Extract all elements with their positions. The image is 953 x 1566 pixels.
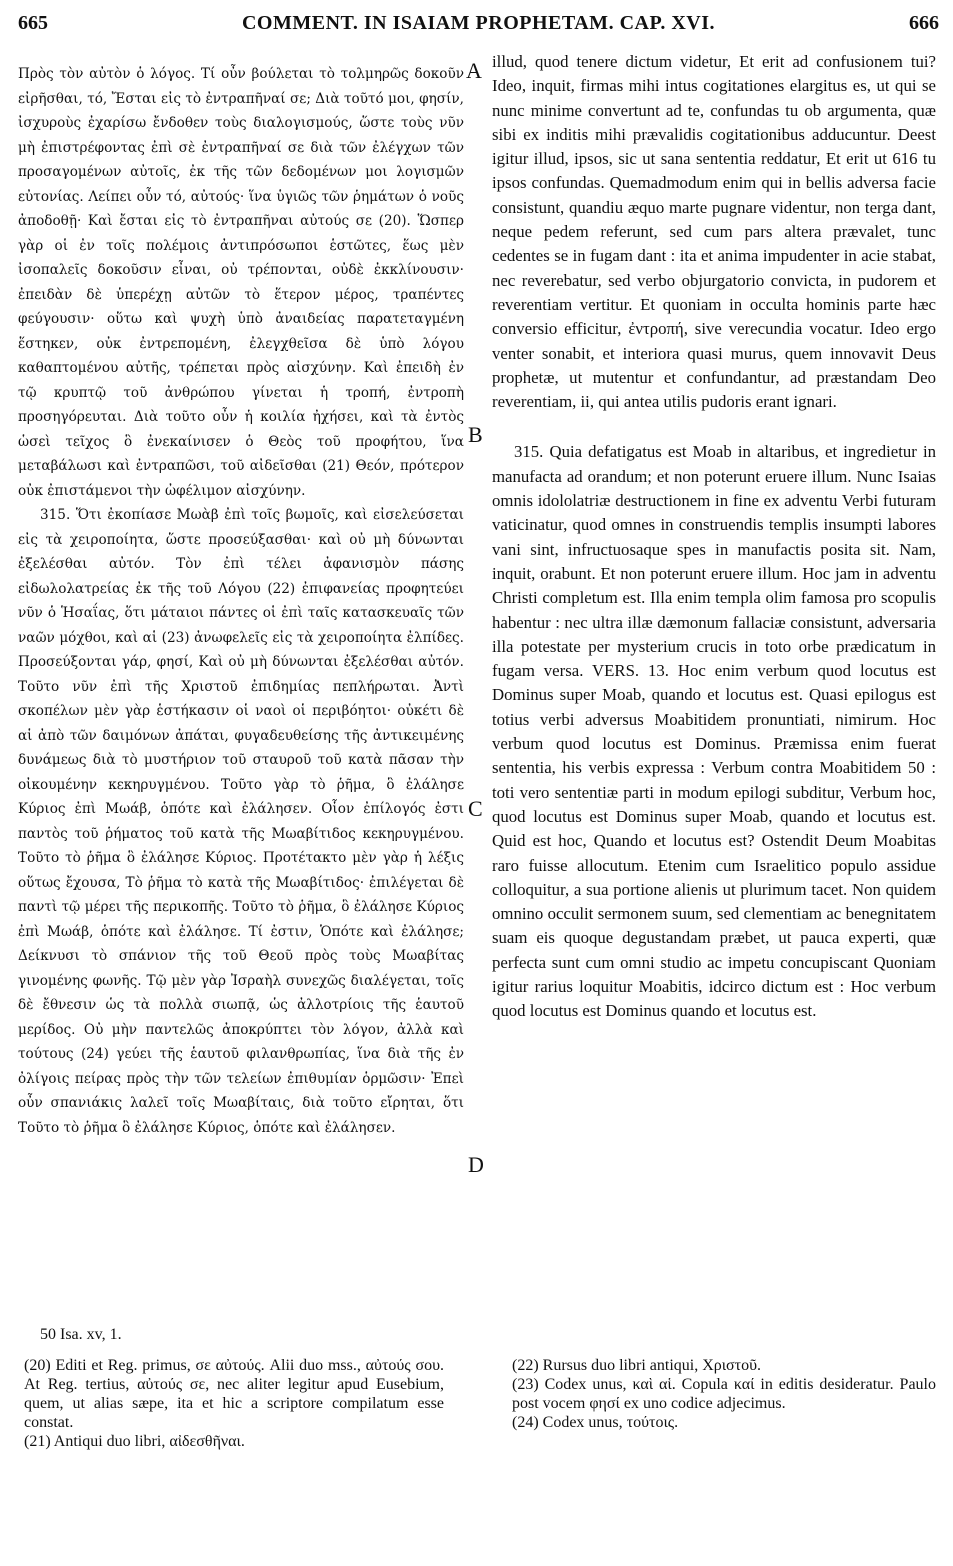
greek-paragraph-1: Πρὸς τὸν αὐτὸν ὁ λόγος. Τί οὖν βούλεται τὸ τολμηρῶς δοκοῦν εἰρῆσθαι, τό, Ἔσται εἰς τὸ ἐντραπῆναί σε; Διὰ τοῦτό μοι, φησίν, ἰσχυροὺς ἐχαρίσω ἔνδοθεν τοὺς διαλογισμούς, ὥστε τοὺς νῦν μὴ ἐπιστρέφοντας ἐπὶ σὲ ἐντραπῆναί σε διὰ τῶν ἐλέγχων τῶν προσαγομένων αὐτοῖς, ἐκ τῆς τῶν δεδομένων μοι λογισμῶν εὐτονίας. Λείπει οὖν τό, αὐτούς· ἵνα ὑγιῶς τῶν ῥημάτων ὁ νοῦς ἀποδοθῇ· Καὶ ἔσται εἰς τὸ ἐντραπῆναι αὐτούς σε (20). Ὥσπερ γὰρ οἱ ἐν τοῖς πολέμοις ἀντιπρόσωποι ἑστῶτες, ἕως μὲν ἰσοπαλεῖς δοκοῦσιν εἶναι, οὐ τρέπονται, οὐδὲ ἐκκλίνουσιν· ἐπειδὰν δὲ ὑπερέχῃ αὐτῶν τὸ ἕτερον μέρος, τραπέντες φεύγουσιν· οὕτω καὶ ψυχὴ ὑπὸ ἀναιδείας παρατεταγμένη ἕστηκεν, οὐκ ἐντρεπομένη, ἐλεγχθεῖσα δὲ ὑπὸ λόγου καθαπτομένου αὐτῆς, τρέπεται πρὸς αἰσχύνην. Καὶ ἐπειδὴ ἐν τῷ κρυπτῷ τοῦ ἀνθρώπου γίνεται ἡ τροπή, ἐντροπὴ προσηγόρευται. Διὰ τοῦτο οὖν ἡ κοιλία ἠχήσει, καὶ τὰ ἐντὸς ὡσεὶ τεῖχος ὃ ἐνεκαίνισεν ὁ Θεὸς τοῦ προφήτου, ἵνα μεταβάλωσι καὶ ἐντραπῶσι, τοῦ αἰδεῖσθαι (21) Θεόν, πρότερον οὐκ ἐπιστάμενοι τὴν ὠφέλιμον αἰσχύνην.	[18, 66, 464, 499]
greek-column	[18, 62, 464, 1140]
margin-letter-a: A	[466, 58, 482, 83]
note-23: (23) Codex unus, καὶ αἱ. Copula καί in editis desideratur. Paulo post vocem φησί ex uno codice adjecimus.	[512, 1376, 936, 1412]
page-number-left: 665	[18, 12, 48, 34]
scripture-footnote: 50 Isa. xv, 1.	[40, 1326, 122, 1343]
note-22: (22) Rursus duo libri antiqui, Χριστοῦ.	[512, 1357, 762, 1374]
running-title: COMMENT. IN ISAIAM PROPHETAM. CAP. XVI.	[241, 12, 715, 34]
note-21: (21) Antiqui duo libri, αἰδεσθῆναι.	[24, 1433, 245, 1450]
page-number-right: 666	[909, 12, 939, 34]
latin-paragraph-1: illud, quod tenere dictum videtur, Et erit ad confusionem tui? Ideo, inquit, firmas mihi intus cogitationes elargitus es, ut qui se nunc minime convertunt ad te, confundas tu ob argumenta, quæ sibi ex inditis mihi prævalidis cogitationibus adducuntur. Deest igitur illud, ipsos, sic ut sana sententia reddatur, Et erit ut 616 tu ipsos confundas. Quemadmodum enim qui in bellis adversa facie consistunt, quandiu æquo marte pugnare videntur, non terga dant, neque pedem referunt, sed cum pars altera prævalet, tunc cedentes se in fugam dant : ita et anima impudenter in acie stabat, nec reverebatur, sed verbo objurgatorio convicta, in pudorem et reverentiam vertitur. Et quoniam in occulta hominis parte hæc conversio efficitur, ἐντροπή, sive verecundia vocatur. Ideo ergo venter sonabit, et interiora quasi murus, quem innovavit Deus prophetæ, ut mutentur et confundantur, ad præstandam Deo reverentiam, ii, qui antea utilis pudoris erant ignari.	[492, 52, 936, 412]
margin-letter-c: C	[468, 796, 483, 821]
latin-column	[492, 50, 936, 1024]
note-24: (24) Codex unus, τούτοις.	[512, 1414, 679, 1431]
greek-paragraph-2: 315. Ὅτι ἐκοπίασε Μωὰβ ἐπὶ τοῖς βωμοῖς, καὶ εἰσελεύσεται εἰς τὰ χειροποίητα, ὥστε προσεύξασθαι· καὶ οὐ μὴ δύνωνται ἐξελέσθαι αὐτόν. Τὸν ἐπὶ τέλει ἀφανισμὸν πάσης εἰδωλολατρείας ἐκ τῆς τοῦ Λόγου (22) ἐπιφανείας προφητεύει νῦν ὁ Ἡσαΐας, ὅτι μάταιοι πάντες οἱ ἐπὶ ταῖς κατασκευαῖς τῶν ναῶν μόχθοι, καὶ αἱ (23) ἀνωφελεῖς εἰς τὰ χειροποίητα ἐλπίδες. Προσεύξονται γάρ, φησί, Καὶ οὐ μὴ δύνωνται ἐξελέσθαι αὐτόν. Τοῦτο νῦν ἐπὶ τῆς Χριστοῦ ἐπιδημίας πεπλήρωται. Ἀντὶ σκοπέλων μὲν γὰρ ἑστήκασιν οἱ ναοὶ οἱ περιβόητοι· οὐκέτι δὲ αἱ ἀπὸ τῶν δαιμόνων ἀπάται, φυγαδευθείσης τῆς ἀντικειμένης δυνάμεως διὰ τὸ μυστήριον τοῦ σταυροῦ τοῦ κατὰ πᾶσαν τὴν οἰκουμένην κεκηρυγμένου. Τοῦτο γὰρ τὸ ῥῆμα, ὃ ἐλάλησε Κύριος ἐπὶ Μωάβ, ὁπότε καὶ ἐλάλησεν. Οἷον ἐπίλογός ἐστι παντὸς τοῦ ῥήματος τοῦ κατὰ τῆς Μωαβίτιδος κεκηρυγμένου. Τοῦτο τὸ ῥῆμα ὃ ἐλάλησε Κύριος. Προτέτακτο μὲν γὰρ ἡ λέξις οὕτως ἔχουσα, Τὸ ῥῆμα τὸ κατὰ τῆς Μωαβίτιδος· ἐπιλέγεται δὲ παντὶ τῷ μέρει τῆς περικοπῆς. Τοῦτο τὸ ῥῆμα, ὃ ἐλάλησε Κύριος ἐπὶ Μωάβ, ὁπότε καὶ ἐλάλησε. Τί ἐστιν, Ὁπότε καὶ ἐλάλησε; Δείκνυσι τὸ σπάνιον τῆς τοῦ Θεοῦ πρὸς τοὺς Μωαβίτας γινομένης φωνῆς. Τῷ μὲν γὰρ Ἰσραὴλ συνεχῶς διαλέγεται, τοῖς δὲ ἔθνεσιν ὡς τὰ πολλὰ σιωπᾷ, ὡς ἀλλοτρίοις τῆς ἑαυτοῦ μερίδος. Οὐ μὴν παντελῶς ἀποκρύπτει τὸν λόγον, ἀλλὰ καὶ τούτους (24) γεύει τῆς ἑαυτοῦ φιλανθρωπίας, ἵνα διὰ τῆς ἐν ὀλίγοις πείρας πρὸς τὴν τῶν τελείων ἐπιθυμίαν ὁρμῶσιν· Ἐπεὶ οὖν σπανιάκις λαλεῖ τοῖς Μωαβίταις, διὰ τοῦτο εἴρηται, ὅτι Τοῦτο τὸ ῥῆμα ὃ ἐλάλησε Κύριος, ὁπότε καὶ ἐλάλησεν.	[18, 507, 464, 1136]
notes-left	[24, 1356, 444, 1451]
running-header	[18, 12, 939, 46]
latin-paragraph-2: 315. Quia defatigatus est Moab in altaribus, et ingredietur in manufacta ad orandum; et non poterunt eruere illum. Nunc Isaias omnis idololatriæ destructionem in fine ex adventu Verbi futuram vaticinatur, quod omnes in construendis templis insumpti labores vani sint, infructuosaque spes in manufactis posita sit. Nam, inquit, orabunt. Et non poterunt eruere illum. Hoc jam in adventu Christi completum est. Illa enim templa olim famosa pro scopulis habentur : nec ultra illæ dæmonum fallaciæ consistunt, adversaria illa potestate per mysterium crucis in toto orbe prædicatum in fugam versa. VERS. 13. Hoc enim verbum quod locutus est Dominus super Moab, quando et locutus est. Quasi epilogus est totius verbi adversus Moabitidem pronuntiati, nimirum. Hoc verbum quod locutus est Dominus. Præmissa enim fuerat sententia, his verbis expressa : Verbum contra Moabitidem 50 : toti vero sententiæ parti in modum epilogi subditur, Verbum hoc, quod locutus est Dominus super Moab, quando et locutus est. Quid est hoc, Quando et locutus est? Ostendit Deum Moabitas raro fuisse allocutum. Etenim cum Israelitico populo assidue colloquitur, a sua portione alienis ut plurimum tacet. Non quidem omnino occulit sermonem suum, sed clementiam ac benegnitatem suam eis quoque degustandam præbet, ut pauca experti, quæ perfecta sunt cum omni studio ac impetu concupiscant Quoniam igitur rarius loquitur Moabitis, idcirco dictum est : Hoc verbum quod locutus est Dominus quando et locutus est.	[492, 442, 936, 1021]
margin-letter-d: D	[468, 1152, 484, 1177]
note-20: (20) Editi et Reg. primus, σε αὐτούς. Alii duo mss., αὐτούς σου. At Reg. tertius, αὐτούς σε, nec aliter legitur apud Eusebium, quem, ut alias sæpe, ita et hic a scriptore compilatum esse constat.	[24, 1357, 444, 1431]
notes-right	[512, 1356, 936, 1432]
margin-letter-b: B	[468, 422, 483, 447]
